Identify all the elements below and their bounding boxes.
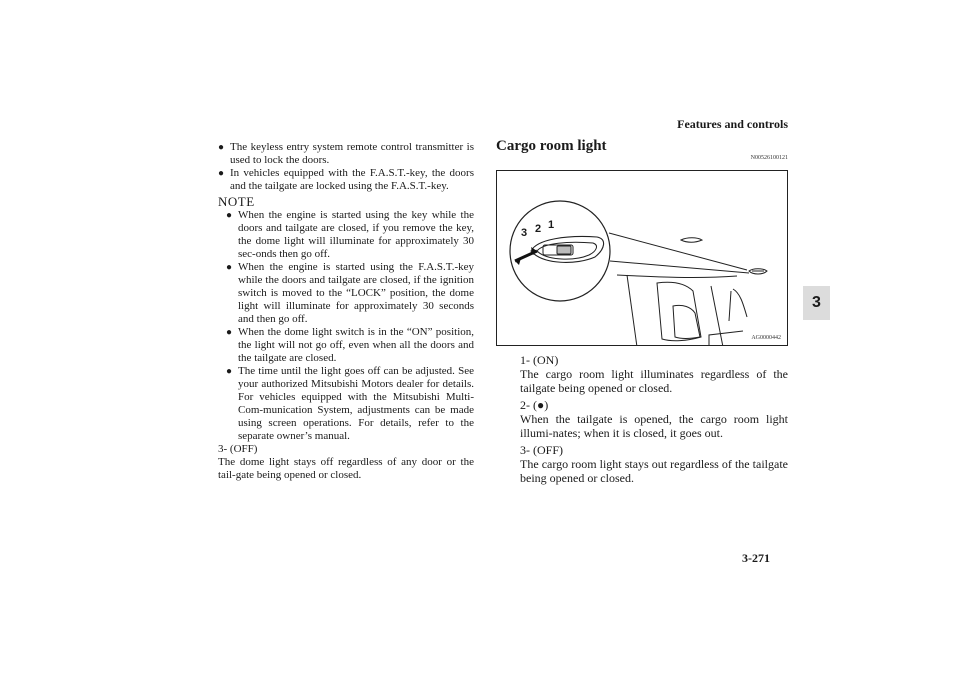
position-text: The cargo room light stays out regardless of the tailgate being opened or closed. bbox=[520, 457, 788, 485]
note-item bbox=[226, 326, 474, 365]
figure-code: AG0000442 bbox=[751, 335, 781, 341]
bullet-item bbox=[218, 167, 474, 193]
position-item bbox=[520, 398, 788, 440]
bullet-icon: ● bbox=[218, 142, 225, 153]
bullet-text: The keyless entry system remote control transmitter is used to lock the doors. bbox=[230, 141, 474, 166]
note-heading: NOTE bbox=[218, 194, 255, 209]
cargo-light-figure bbox=[496, 170, 788, 346]
position-label: 3- (OFF) bbox=[520, 443, 564, 457]
bullet-icon: ● bbox=[226, 327, 233, 338]
note-list bbox=[218, 209, 474, 443]
position-label-2: 2 bbox=[535, 223, 542, 235]
cargo-light-illustration bbox=[497, 171, 788, 346]
position-label-1: 1 bbox=[548, 219, 555, 231]
bullet-icon: ● bbox=[226, 366, 233, 377]
position-label: 1- (ON) bbox=[520, 353, 559, 367]
position-label: 2- (●) bbox=[520, 398, 549, 412]
switch-positions bbox=[520, 353, 788, 488]
bullet-item bbox=[218, 141, 474, 167]
bullet-icon: ● bbox=[226, 210, 233, 221]
note-text: When the engine is started using the key while the doors and tailgate are closed, if you remove the key, the dome light will illuminate for approximately 30 sec-onds then go off. bbox=[238, 209, 474, 260]
note-item bbox=[226, 261, 474, 326]
section-header: Features and controls bbox=[677, 117, 788, 131]
position-text: When the tailgate is opened, the cargo room light illumi-nates; when it is closed, it goes out. bbox=[520, 412, 788, 440]
note-text: The time until the light goes off can be adjusted. See your authorized Mitsubishi Motors dealer for details. For vehicles equipped with the Mitsubishi Multi-Com-munication System, adjustments can be made using screen operations. For details, refer to the separate owner’s manual. bbox=[238, 365, 474, 442]
note-item bbox=[226, 209, 474, 261]
left-column bbox=[218, 141, 474, 482]
bullet-icon: ● bbox=[218, 168, 225, 179]
reference-code: N00526100121 bbox=[750, 155, 788, 161]
position-item bbox=[520, 443, 788, 485]
position-text: The cargo room light illuminates regardless of the tailgate being opened or closed. bbox=[520, 367, 788, 395]
chapter-tab: 3 bbox=[803, 286, 830, 320]
position-item bbox=[520, 353, 788, 395]
note-text: When the engine is started using the F.A.S.T.-key while the doors and tailgate are closed, if the ignition switch is moved to the “LOCK” position, the dome light will illuminate for approximately 30 seconds and then go off. bbox=[238, 261, 474, 325]
off-description: The dome light stays off regardless of any door or the tail-gate being opened or closed. bbox=[218, 456, 474, 481]
note-item bbox=[226, 365, 474, 443]
bullet-text: In vehicles equipped with the F.A.S.T.-key, the doors and the tailgate are locked using the F.A.S.T.-key. bbox=[230, 167, 474, 192]
right-column bbox=[496, 138, 788, 485]
section-title: Cargo room light bbox=[496, 138, 607, 154]
position-label-3: 3 bbox=[521, 227, 528, 239]
note-text: When the dome light switch is in the “ON” position, the light will not go off, even when all the doors and the tailgate are closed. bbox=[238, 326, 474, 364]
page-number: 3-271 bbox=[742, 551, 770, 565]
off-label: 3- (OFF) bbox=[218, 443, 258, 455]
bullet-icon: ● bbox=[226, 262, 233, 273]
